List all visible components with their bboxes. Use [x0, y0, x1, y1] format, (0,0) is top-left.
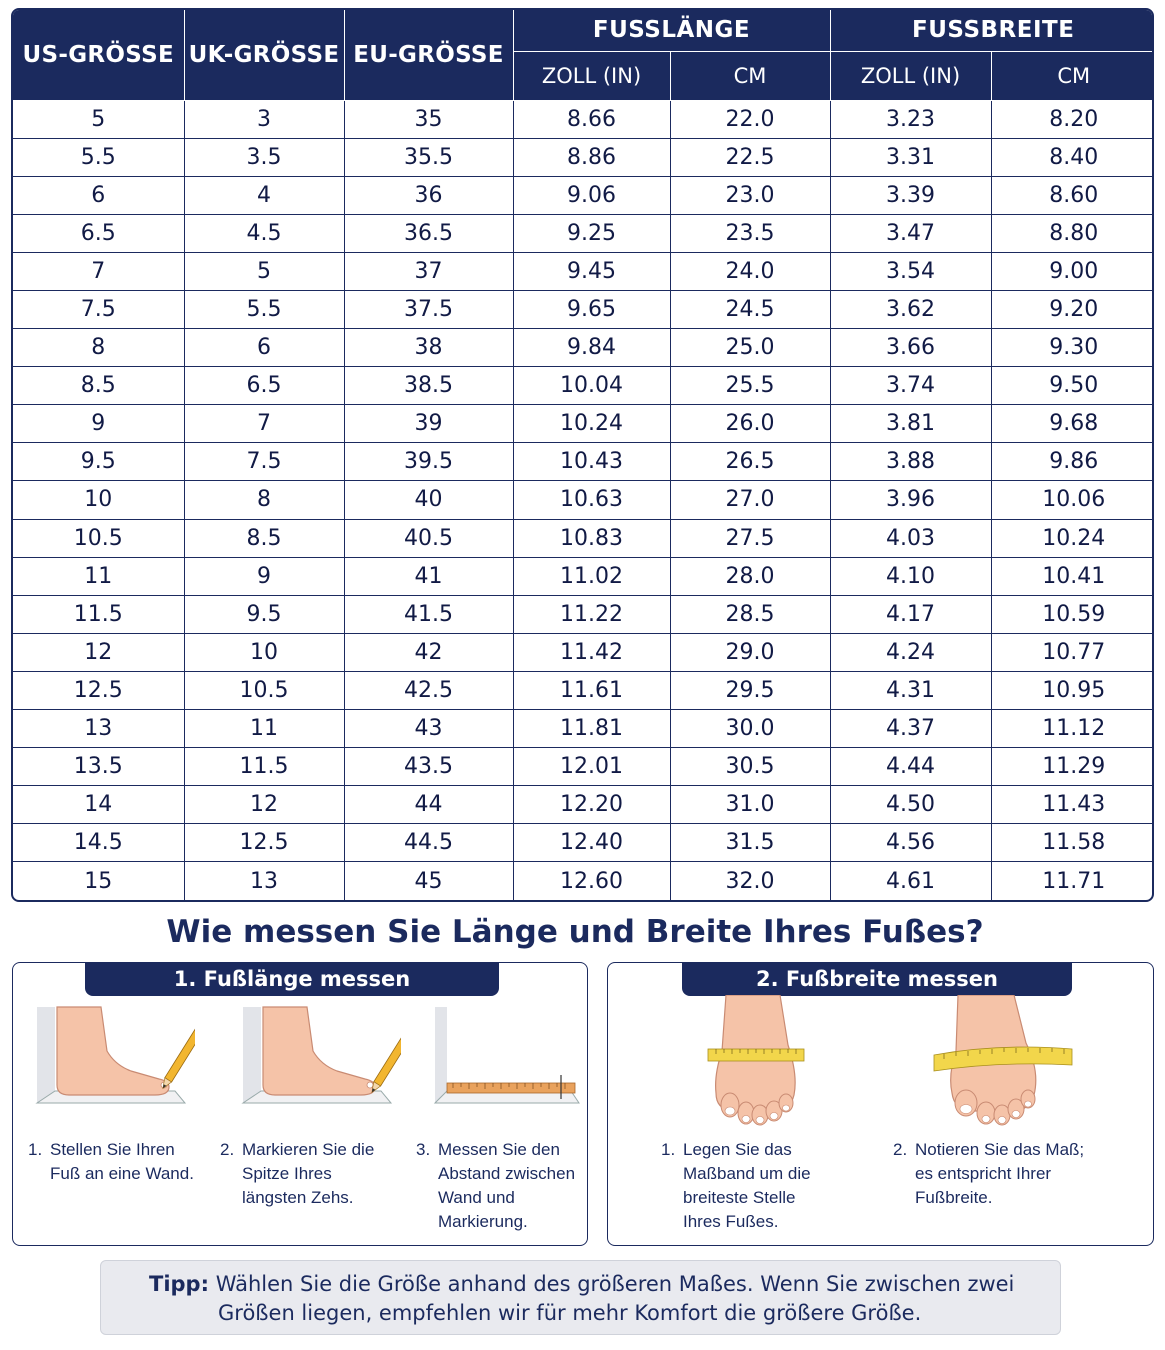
cell-uk-size: 5	[184, 252, 344, 290]
cell-width-inch: 3.81	[830, 405, 991, 443]
width-step-2-text: Notieren Sie das Maß; es entspricht Ihrer Fußbreite.	[915, 1140, 1085, 1207]
panel-foot-length-title: 1. Fußlänge messen	[85, 962, 499, 996]
cell-uk-size: 8.5	[184, 519, 344, 557]
panel-foot-length	[12, 962, 588, 1246]
cell-us-size: 6	[13, 176, 184, 214]
cell-us-size: 13	[13, 710, 184, 748]
cell-width-cm: 8.40	[991, 138, 1154, 176]
cell-width-cm: 8.20	[991, 100, 1154, 138]
cell-width-inch: 4.37	[830, 710, 991, 748]
cell-length-cm: 27.5	[670, 519, 830, 557]
cell-length-cm: 26.0	[670, 405, 830, 443]
cell-eu-size: 36	[344, 176, 513, 214]
cell-uk-size: 3	[184, 100, 344, 138]
header-uk-size: UK-GRÖSSE	[184, 10, 344, 100]
cell-width-cm: 11.58	[991, 824, 1154, 862]
cell-length-inch: 9.84	[513, 329, 670, 367]
cell-width-inch: 3.23	[830, 100, 991, 138]
cell-width-cm: 9.30	[991, 329, 1154, 367]
width-step-2	[893, 1138, 1103, 1210]
length-step-3	[416, 1138, 586, 1234]
cell-eu-size: 45	[344, 862, 513, 900]
length-step-1-number: 1.	[28, 1140, 43, 1159]
table-row	[13, 671, 1154, 709]
cell-us-size: 11.5	[13, 595, 184, 633]
cell-uk-size: 8	[184, 481, 344, 519]
cell-uk-size: 4.5	[184, 214, 344, 252]
cell-length-inch: 12.20	[513, 786, 670, 824]
cell-width-inch: 4.44	[830, 748, 991, 786]
cell-length-inch: 10.63	[513, 481, 670, 519]
cell-width-cm: 9.20	[991, 290, 1154, 328]
cell-us-size: 10.5	[13, 519, 184, 557]
width-step-1-number: 1.	[661, 1140, 676, 1159]
cell-uk-size: 7.5	[184, 443, 344, 481]
cell-width-cm: 10.41	[991, 557, 1154, 595]
cell-width-inch: 3.31	[830, 138, 991, 176]
cell-us-size: 6.5	[13, 214, 184, 252]
length-step-3-text: Messen Sie den Abstand zwischen Wand und Markierung.	[438, 1140, 576, 1231]
cell-width-inch: 4.61	[830, 862, 991, 900]
cell-length-cm: 23.5	[670, 214, 830, 252]
cell-uk-size: 3.5	[184, 138, 344, 176]
cell-uk-size: 6.5	[184, 367, 344, 405]
cell-width-inch: 3.62	[830, 290, 991, 328]
cell-us-size: 12	[13, 633, 184, 671]
table-row	[13, 633, 1154, 671]
cell-eu-size: 41.5	[344, 595, 513, 633]
table-row	[13, 290, 1154, 328]
tip-line-1: Wählen Sie die Größe anhand des größeren Maßes. Wenn Sie zwischen zwei	[215, 1272, 1015, 1296]
cell-uk-size: 5.5	[184, 290, 344, 328]
cell-width-cm: 8.80	[991, 214, 1154, 252]
cell-length-cm: 28.5	[670, 595, 830, 633]
length-step-2	[220, 1138, 400, 1210]
foot-wall-icon	[35, 1005, 195, 1107]
cell-uk-size: 13	[184, 862, 344, 900]
cell-eu-size: 42.5	[344, 671, 513, 709]
header-foot-length: FUSSLÄNGE	[513, 10, 830, 51]
header-foot-width: FUSSBREITE	[830, 10, 1154, 51]
length-step-3-number: 3.	[416, 1140, 431, 1159]
cell-uk-size: 4	[184, 176, 344, 214]
cell-eu-size: 43.5	[344, 748, 513, 786]
cell-length-inch: 10.83	[513, 519, 670, 557]
tip-label: Tipp:	[149, 1272, 209, 1296]
cell-length-cm: 32.0	[670, 862, 830, 900]
cell-width-inch: 4.50	[830, 786, 991, 824]
cell-length-cm: 31.5	[670, 824, 830, 862]
cell-width-cm: 9.50	[991, 367, 1154, 405]
cell-us-size: 13.5	[13, 748, 184, 786]
size-table	[11, 8, 1154, 902]
cell-length-cm: 28.0	[670, 557, 830, 595]
cell-us-size: 14.5	[13, 824, 184, 862]
tip-line-2: Größen liegen, empfehlen wir für mehr Komfort die größere Größe.	[218, 1301, 922, 1325]
pencil-icon	[159, 1021, 195, 1091]
cell-width-cm: 11.12	[991, 710, 1154, 748]
cell-uk-size: 10	[184, 633, 344, 671]
header-width-cm: CM	[991, 51, 1154, 100]
cell-us-size: 12.5	[13, 671, 184, 709]
table-row	[13, 595, 1154, 633]
cell-width-inch: 4.03	[830, 519, 991, 557]
cell-us-size: 11	[13, 557, 184, 595]
panel-foot-width-title: 2. Fußbreite messen	[682, 962, 1072, 996]
cell-length-cm: 30.5	[670, 748, 830, 786]
length-step-1-text: Stellen Sie Ihren Fuß an eine Wand.	[50, 1140, 194, 1183]
table-row	[13, 748, 1154, 786]
cell-us-size: 8	[13, 329, 184, 367]
ruler-icon	[433, 1005, 581, 1107]
cell-eu-size: 37.5	[344, 290, 513, 328]
cell-length-inch: 9.25	[513, 214, 670, 252]
cell-width-cm: 9.86	[991, 443, 1154, 481]
cell-uk-size: 12.5	[184, 824, 344, 862]
cell-width-cm: 10.59	[991, 595, 1154, 633]
cell-width-inch: 3.96	[830, 481, 991, 519]
panel-foot-width	[607, 962, 1154, 1246]
cell-length-inch: 10.04	[513, 367, 670, 405]
cell-length-inch: 11.42	[513, 633, 670, 671]
cell-eu-size: 39.5	[344, 443, 513, 481]
cell-length-inch: 11.02	[513, 557, 670, 595]
cell-eu-size: 40	[344, 481, 513, 519]
table-row	[13, 252, 1154, 290]
cell-width-inch: 3.47	[830, 214, 991, 252]
table-row	[13, 367, 1154, 405]
tape-measure-icon	[706, 995, 808, 1127]
cell-eu-size: 37	[344, 252, 513, 290]
cell-eu-size: 40.5	[344, 519, 513, 557]
cell-eu-size: 41	[344, 557, 513, 595]
cell-length-inch: 9.06	[513, 176, 670, 214]
foot-mark-toe-icon	[241, 1005, 401, 1107]
table-row	[13, 443, 1154, 481]
cell-length-cm: 29.5	[670, 671, 830, 709]
width-step-2-number: 2.	[893, 1140, 908, 1159]
cell-length-inch: 12.01	[513, 748, 670, 786]
table-row	[13, 176, 1154, 214]
cell-width-cm: 10.95	[991, 671, 1154, 709]
cell-length-inch: 8.86	[513, 138, 670, 176]
pencil-icon	[368, 1025, 401, 1095]
cell-width-inch: 3.54	[830, 252, 991, 290]
cell-us-size: 15	[13, 862, 184, 900]
cell-width-cm: 11.43	[991, 786, 1154, 824]
table-row	[13, 214, 1154, 252]
length-step-1	[28, 1138, 198, 1186]
cell-length-cm: 23.0	[670, 176, 830, 214]
width-step-1-text: Legen Sie das Maßband um die breiteste Stelle Ihres Fußes.	[683, 1140, 811, 1231]
cell-length-inch: 8.66	[513, 100, 670, 138]
cell-length-inch: 12.60	[513, 862, 670, 900]
cell-length-inch: 11.22	[513, 595, 670, 633]
table-row	[13, 138, 1154, 176]
header-length-inch: ZOLL (IN)	[513, 51, 670, 100]
cell-eu-size: 44	[344, 786, 513, 824]
cell-width-cm: 11.29	[991, 748, 1154, 786]
cell-width-inch: 3.74	[830, 367, 991, 405]
cell-length-inch: 12.40	[513, 824, 670, 862]
cell-eu-size: 43	[344, 710, 513, 748]
cell-eu-size: 36.5	[344, 214, 513, 252]
cell-width-cm: 9.68	[991, 405, 1154, 443]
cell-width-inch: 4.10	[830, 557, 991, 595]
table-row	[13, 557, 1154, 595]
table-row	[13, 710, 1154, 748]
cell-length-cm: 25.5	[670, 367, 830, 405]
header-length-cm: CM	[670, 51, 830, 100]
width-step-1	[661, 1138, 831, 1234]
cell-length-cm: 26.5	[670, 443, 830, 481]
cell-length-inch: 9.65	[513, 290, 670, 328]
cell-us-size: 14	[13, 786, 184, 824]
cell-length-cm: 22.5	[670, 138, 830, 176]
table-row	[13, 329, 1154, 367]
cell-width-inch: 4.17	[830, 595, 991, 633]
length-step-2-number: 2.	[220, 1140, 235, 1159]
cell-us-size: 9	[13, 405, 184, 443]
cell-length-inch: 11.81	[513, 710, 670, 748]
cell-eu-size: 38	[344, 329, 513, 367]
table-body	[13, 100, 1154, 900]
header-width-inch: ZOLL (IN)	[830, 51, 991, 100]
cell-uk-size: 9.5	[184, 595, 344, 633]
cell-width-cm: 10.77	[991, 633, 1154, 671]
table-row	[13, 824, 1154, 862]
table-row	[13, 481, 1154, 519]
cell-eu-size: 35	[344, 100, 513, 138]
cell-width-cm: 9.00	[991, 252, 1154, 290]
tape-measure-icon	[930, 995, 1076, 1127]
cell-us-size: 10	[13, 481, 184, 519]
table-row	[13, 100, 1154, 138]
header-eu-size: EU-GRÖSSE	[344, 10, 513, 100]
cell-us-size: 5	[13, 100, 184, 138]
cell-eu-size: 35.5	[344, 138, 513, 176]
cell-width-inch: 3.39	[830, 176, 991, 214]
header-us-size: US-GRÖSSE	[13, 10, 184, 100]
how-to-measure-title: Wie messen Sie Länge und Breite Ihres Fußes?	[166, 914, 984, 950]
cell-length-inch: 9.45	[513, 252, 670, 290]
cell-uk-size: 11	[184, 710, 344, 748]
cell-length-cm: 24.0	[670, 252, 830, 290]
table-row	[13, 786, 1154, 824]
cell-width-inch: 4.56	[830, 824, 991, 862]
cell-width-inch: 4.24	[830, 633, 991, 671]
cell-uk-size: 9	[184, 557, 344, 595]
cell-width-cm: 10.06	[991, 481, 1154, 519]
cell-us-size: 7	[13, 252, 184, 290]
cell-us-size: 9.5	[13, 443, 184, 481]
cell-eu-size: 42	[344, 633, 513, 671]
table-row	[13, 519, 1154, 557]
cell-uk-size: 6	[184, 329, 344, 367]
cell-uk-size: 12	[184, 786, 344, 824]
cell-length-cm: 24.5	[670, 290, 830, 328]
cell-eu-size: 38.5	[344, 367, 513, 405]
table-row	[13, 405, 1154, 443]
cell-us-size: 8.5	[13, 367, 184, 405]
length-step-2-text: Markieren Sie die Spitze Ihres längsten Zehs.	[242, 1140, 375, 1207]
table-row	[13, 862, 1154, 900]
cell-uk-size: 11.5	[184, 748, 344, 786]
cell-length-cm: 29.0	[670, 633, 830, 671]
cell-length-cm: 22.0	[670, 100, 830, 138]
cell-width-cm: 8.60	[991, 176, 1154, 214]
cell-length-inch: 10.43	[513, 443, 670, 481]
cell-width-inch: 3.88	[830, 443, 991, 481]
cell-width-cm: 11.71	[1042, 868, 1106, 894]
cell-uk-size: 10.5	[184, 671, 344, 709]
cell-length-inch: 10.24	[513, 405, 670, 443]
cell-width-inch: 4.31	[830, 671, 991, 709]
cell-uk-size: 7	[184, 405, 344, 443]
cell-length-cm: 31.0	[670, 786, 830, 824]
cell-length-inch: 11.61	[513, 671, 670, 709]
cell-length-cm: 30.0	[670, 710, 830, 748]
cell-us-size: 7.5	[13, 290, 184, 328]
cell-width-cm: 10.24	[991, 519, 1154, 557]
cell-us-size: 5.5	[13, 138, 184, 176]
cell-width-inch: 3.66	[830, 329, 991, 367]
cell-eu-size: 39	[344, 405, 513, 443]
cell-length-cm: 25.0	[670, 329, 830, 367]
tip-box	[100, 1260, 1061, 1335]
cell-eu-size: 44.5	[344, 824, 513, 862]
cell-length-cm: 27.0	[670, 481, 830, 519]
